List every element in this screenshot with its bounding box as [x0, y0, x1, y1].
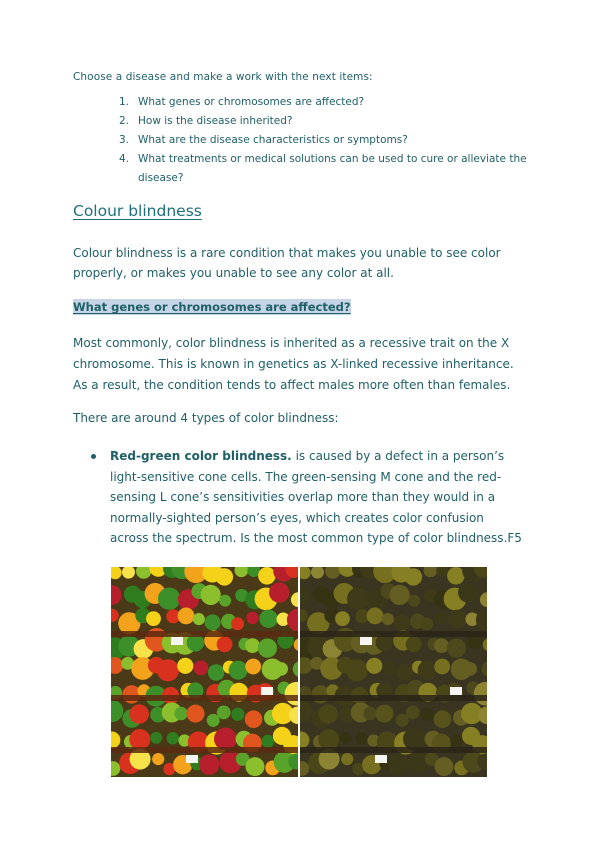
list-item — [0, 112, 528, 131]
fruit-shape — [231, 617, 244, 630]
fruit-shape — [376, 705, 394, 723]
fruit-shape — [208, 664, 225, 681]
fruit-shape — [274, 662, 288, 676]
fruit-shape — [201, 585, 221, 605]
price-tag-shape — [360, 637, 372, 645]
fruit-shape — [261, 735, 274, 748]
fruit-shape — [194, 661, 209, 676]
fruit-shape — [450, 735, 463, 748]
fruit-shape — [319, 704, 338, 723]
fruit-shape — [435, 612, 447, 624]
types-intro-paragraph: There are around 4 types of color blindness: — [73, 411, 339, 425]
fruit-shape — [405, 568, 422, 585]
list-item-text: How is the disease inherited? — [138, 115, 293, 127]
fruit-shape — [420, 708, 433, 721]
fruit-shape — [463, 662, 477, 676]
fruit-shape — [420, 617, 433, 630]
list-number: 3. — [119, 134, 130, 146]
fruit-shape — [434, 638, 449, 653]
fruit-shape — [245, 710, 263, 728]
shelf-shape — [111, 695, 298, 701]
fruit-shape — [341, 753, 353, 765]
fruit-shape — [394, 614, 410, 630]
list-number: 4. — [119, 153, 130, 165]
list-item-text: What genes or chromosomes are affected? — [138, 96, 365, 108]
fruit-shape — [187, 705, 205, 723]
fruit-stand-colorblind-image — [300, 567, 487, 777]
fruit-shape — [397, 664, 414, 681]
fruit-shape — [406, 706, 420, 720]
price-tag-shape — [186, 755, 198, 763]
fruit-shape — [363, 707, 376, 720]
fruit-shape — [448, 610, 466, 628]
fruit-shape — [356, 732, 368, 744]
fruit-shape — [229, 661, 248, 680]
shelf-shape — [111, 631, 298, 637]
fruit-shape — [146, 611, 161, 626]
shelf-shape — [300, 747, 487, 753]
list-item-text: What treatments or medical solutions can be used to cure or alleviate the disease? — [138, 153, 527, 184]
fruit-shape — [214, 728, 237, 751]
definition-paragraph: Colour blindness is a rare condition that makes you unable to see color properly, or makes you unable to see any color at all. — [73, 246, 501, 280]
fruit-shape — [158, 588, 180, 610]
fruit-shape — [403, 728, 426, 751]
fruit-shape — [193, 613, 205, 625]
fruit-shape — [177, 658, 193, 674]
price-tag-shape — [375, 755, 387, 763]
fruit-shape — [388, 754, 408, 774]
fruit-shape — [216, 568, 233, 585]
price-tag-shape — [261, 687, 273, 695]
bullet-bold-term: Red-green color blindness. — [110, 449, 292, 463]
intro-text: Choose a disease and make a work with the next items: — [73, 71, 373, 83]
fruit-shape — [150, 732, 162, 744]
fruit-shape — [130, 704, 149, 723]
list-item — [0, 93, 528, 112]
fruit-shape — [434, 659, 450, 675]
fruit-shape — [259, 610, 277, 628]
shelf-shape — [111, 747, 298, 753]
fruit-shape — [458, 582, 478, 602]
shelf-shape — [300, 631, 487, 637]
bullet-description: is caused by a defect in a person’s light-sensitive cone cells. The green-sensing M cone and the red-sensing L cone’s sensitivities overlap more than they would in a normally-sighted person’s eyes, which creates color confusion across the spectrum. Is the most common type of color blindness.F5 — [110, 449, 522, 545]
fruit-shape — [178, 608, 195, 625]
fruit-shape — [447, 567, 465, 585]
list-number: 1. — [119, 96, 130, 108]
fruit-shape — [174, 707, 187, 720]
fruit-shape — [167, 732, 179, 744]
fruit-shape — [217, 636, 233, 652]
fruit-shape — [435, 757, 454, 776]
fruit-shape — [219, 595, 231, 607]
fruit-shape — [408, 595, 420, 607]
fruit-shape — [382, 613, 394, 625]
sub-heading: What genes or chromosomes are affected? — [73, 300, 351, 314]
shelf-shape — [300, 695, 487, 701]
fruit-shape — [205, 614, 221, 630]
fruit-shape — [318, 729, 339, 750]
fruit-shape — [231, 708, 244, 721]
fruit-shape — [390, 585, 410, 605]
list-item — [0, 150, 528, 188]
fruit-shape — [269, 582, 289, 602]
price-tag-shape — [171, 637, 183, 645]
list-item-text: What are the disease characteristics or symptoms? — [138, 134, 408, 146]
fruit-shape — [383, 661, 398, 676]
fruit-shape — [258, 639, 277, 658]
fruit-shape — [346, 659, 368, 681]
fruit-shape — [245, 638, 260, 653]
fruit-shape — [335, 611, 350, 626]
bullet-icon — [91, 454, 96, 459]
inheritance-paragraph: Most commonly, color blindness is inherited as a recessive trait on the X chromosome. This is known in genetics as X-linked recessive inheritance. As a result, the condition tends to affect males more often than females. — [73, 336, 514, 392]
fruit-shape — [199, 754, 219, 774]
fruit-shape — [258, 567, 276, 585]
fruit-shape — [245, 659, 261, 675]
fruit-shape — [418, 661, 437, 680]
bullet-text — [110, 446, 522, 549]
fruit-shape — [366, 658, 382, 674]
fruit-shape — [447, 639, 466, 658]
fruit-shape — [217, 706, 231, 720]
list-number: 2. — [119, 115, 130, 127]
fruit-shape — [157, 659, 179, 681]
fruit-shape — [367, 608, 384, 625]
fruit-shape — [339, 732, 351, 744]
list-item — [0, 131, 528, 150]
fruit-shape — [347, 588, 369, 610]
fruit-shape — [129, 729, 150, 750]
price-tag-shape — [450, 687, 462, 695]
fruit-shape — [434, 710, 452, 728]
task-list — [0, 93, 528, 188]
fruit-shape — [406, 636, 422, 652]
fruit-shape — [152, 753, 164, 765]
section-heading: Colour blindness — [73, 202, 202, 220]
fruit-stand-normal-image — [111, 567, 298, 777]
fruit-shape — [246, 612, 258, 624]
fruit-shape — [246, 757, 265, 776]
